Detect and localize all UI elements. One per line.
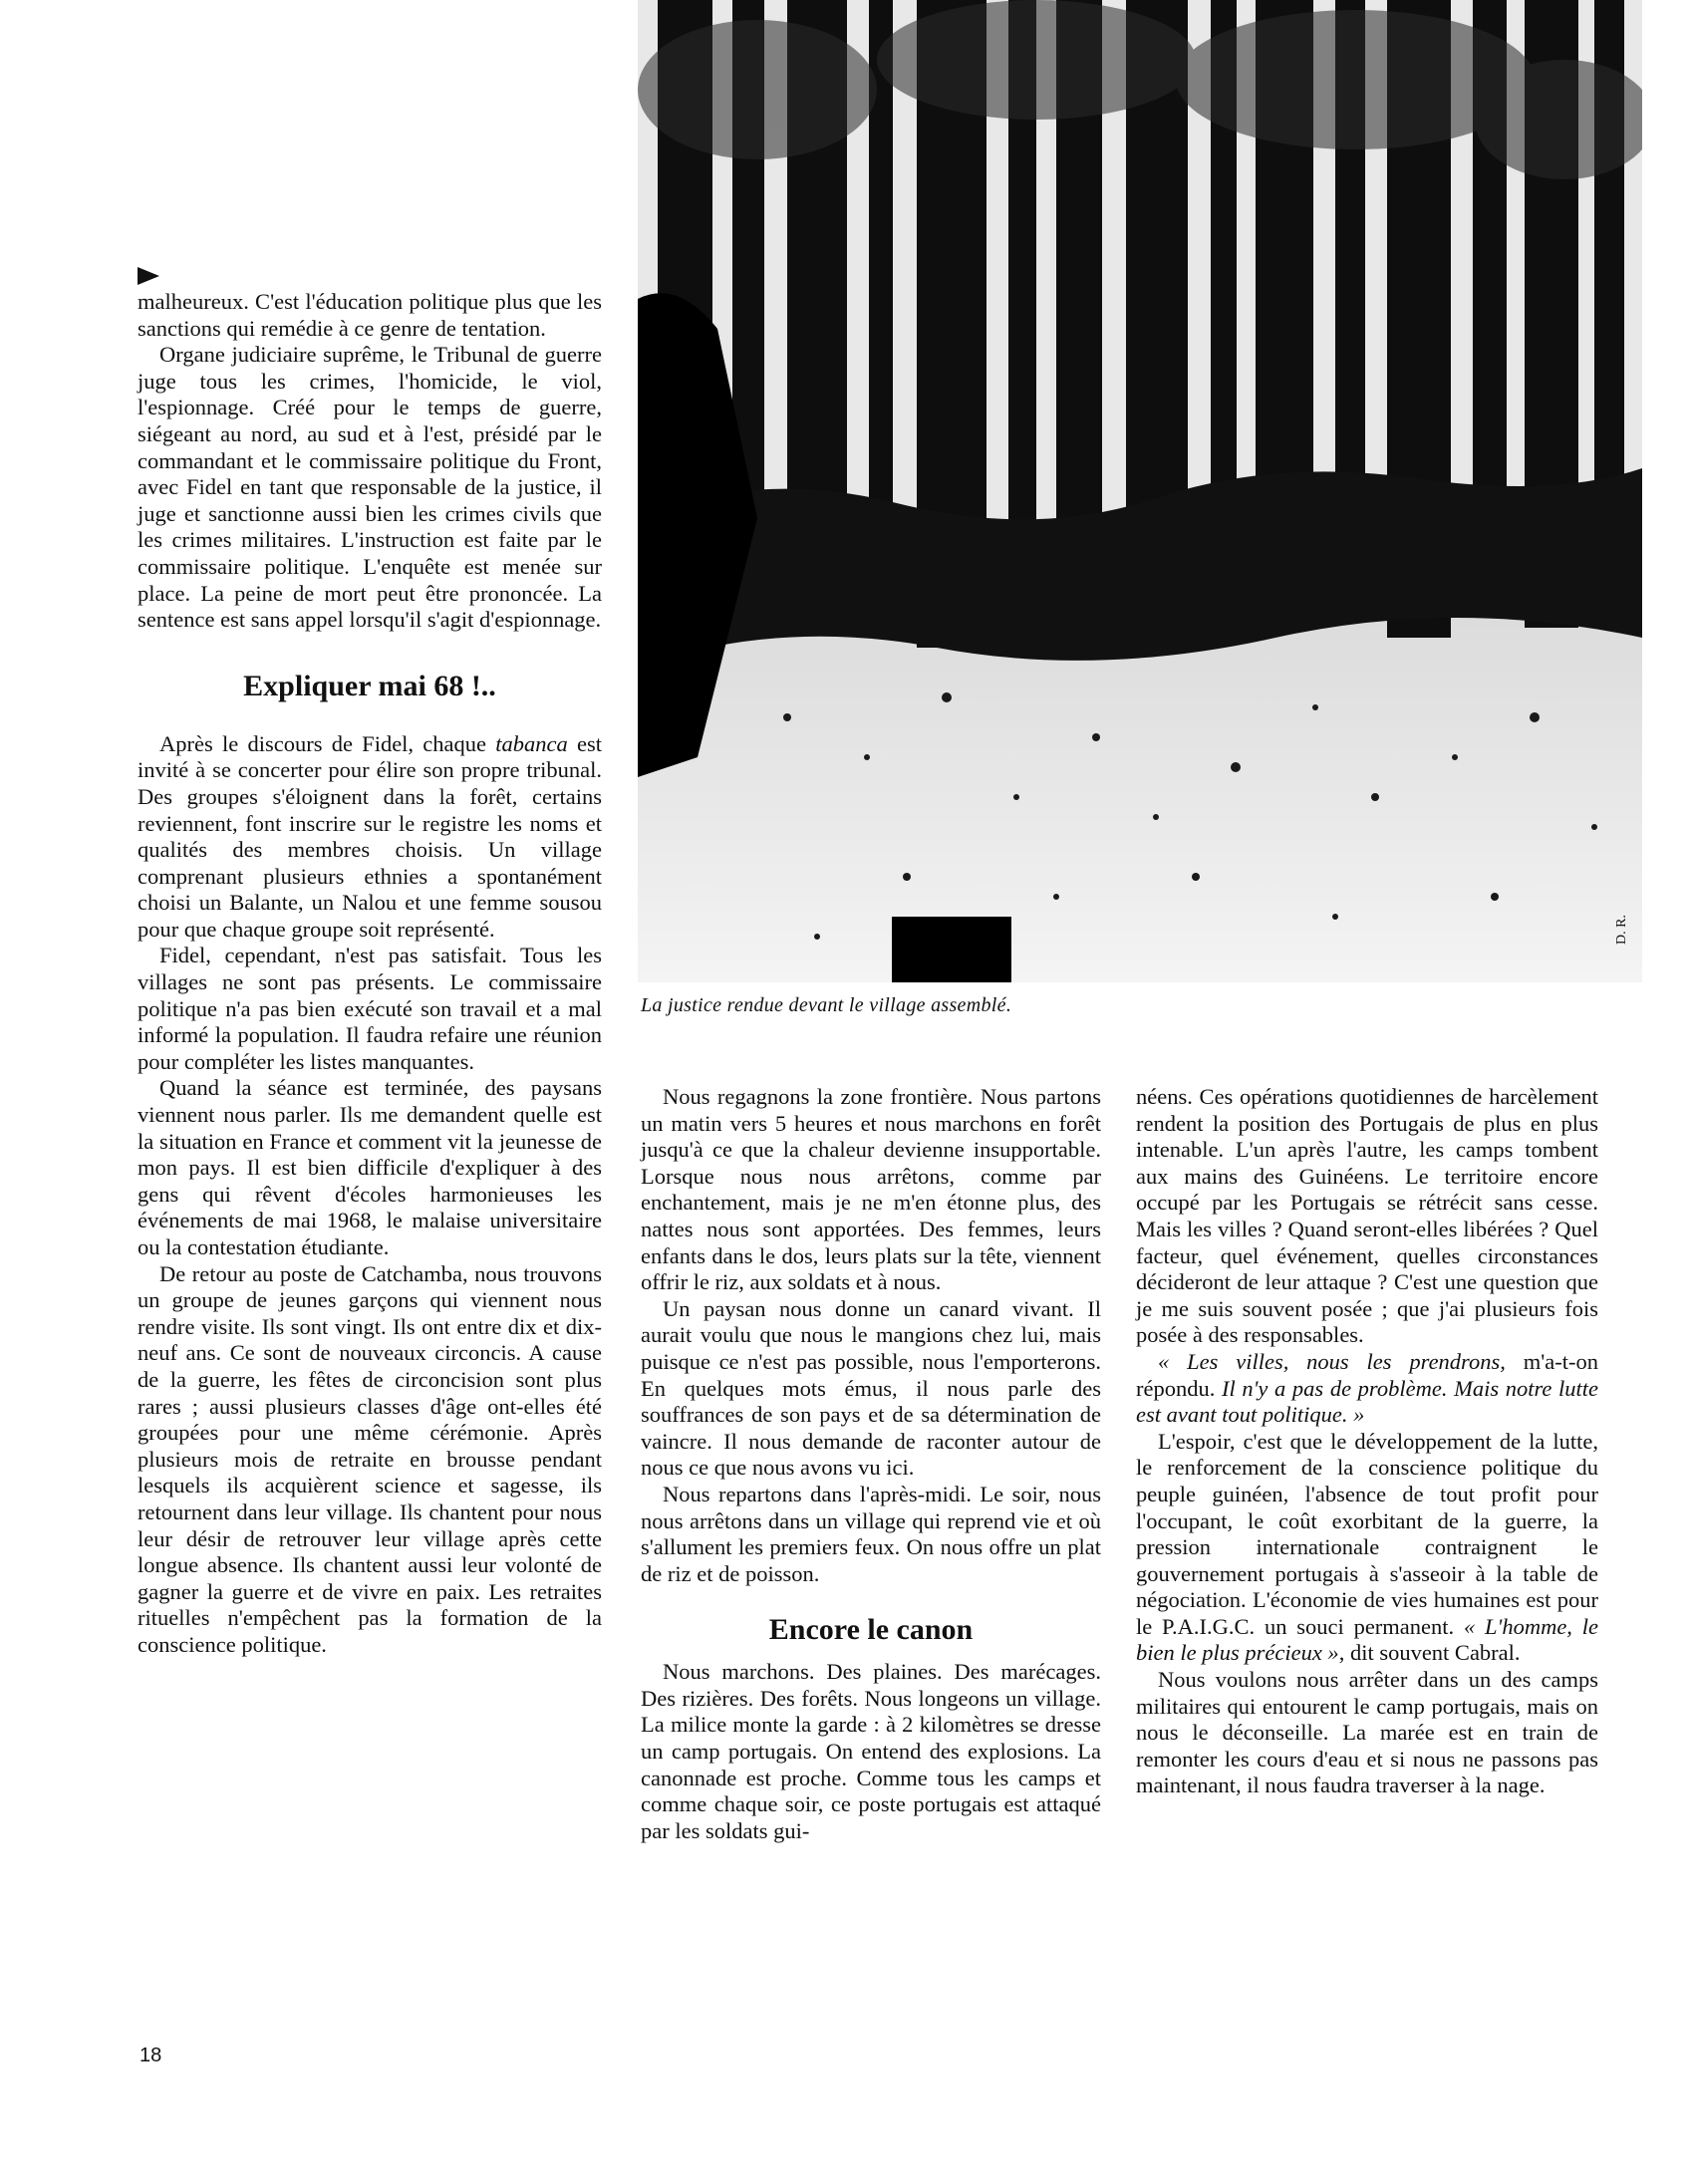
paragraph: Un paysan nous donne un canard vivant. Il aurait voulu que nous le mangions chez lui, mais puisque ce n'est pas possible, nous l'emporterons. En quelques mots émus, il nous parle des souffrances de son pays et de sa détermination de vaincre. Il nous demande de raconter autour de nous ce que nous avons vu ici. <box>641 1295 1101 1481</box>
paragraph: Fidel, cependant, n'est pas satisfait. Tous les villages ne sont pas présents. Le commissaire politique n'a pas bien exécuté son travail et a mal informé la population. Il faudra refaire une réunion pour compléter les listes manquantes. <box>138 943 602 1074</box>
section-heading: Expliquer mai 68 !.. <box>243 669 496 702</box>
paragraph: malheureux. C'est l'éducation politique plus que les sanctions qui remédie à ce genre de tentation. <box>138 289 602 341</box>
paragraph: Nous marchons. Des plaines. Des marécages. Des rizières. Des forêts. Nous longeons un village. La milice monte la garde : à 2 kilomètres se dresse un camp portugais. On entend des explosions. La canonnade est proche. Comme tous les camps et comme chaque soir, ce poste portugais est attaqué par les soldats gui- <box>641 1659 1101 1843</box>
photo-caption: La justice rendue devant le village assemblé. <box>641 994 1012 1016</box>
page-number: 18 <box>140 2045 162 2066</box>
column-2 <box>641 1084 1101 1844</box>
paragraph: Quand la séance est terminée, des paysans viennent nous parler. Ils me demandent quelle est la situation en France et comment vit la jeunesse de mon pays. Il est bien difficile d'expliquer à des gens qui rêvent d'écoles harmonieuses les événements de mai 1968, le malaise universitaire ou la contestation étudiante. <box>138 1075 602 1259</box>
paragraph: Nous voulons nous arrêter dans un des camps militaires qui entourent le camp portugais, mais on nous le déconseille. La marée est en train de remonter les cours d'eau et si nous ne passons pas maintenant, il nous faudra traverser à la nage. <box>1136 1667 1598 1798</box>
paragraph: Organe judiciaire suprême, le Tribunal de guerre juge tous les crimes, l'homicide, le viol, l'espionnage. Créé pour le temps de guerre, siégeant au nord, au sud et à l'est, présidé par le commandant et le commissaire politique du Front, avec Fidel en tant que responsable de la justice, il juge et sanctionne aussi bien les crimes civils que les crimes militaires. L'instruction est faite par le commissaire politique. L'enquête est menée sur place. La peine de mort peut être prononcée. La sentence est sans appel lorsqu'il s'agit d'espionnage. <box>138 342 602 633</box>
continuation-arrow-icon <box>138 267 159 285</box>
paragraph: L'espoir, c'est que le développement de la lutte, le renforcement de la conscience politique du peuple guinéen, l'absence de tout profit pour l'occupant, le coût exorbitant de la guerre, la pression internationale contraignent le gouvernement portugais à s'asseoir à la table de négociation. L'économie de vies humaines est pour le P.A.I.G.C. un souci permanent. « L'homme, le bien le plus précieux », dit souvent Cabral. <box>1136 1428 1598 1666</box>
quote-paragraph: « Les villes, nous les prendrons, m'a-t-on répondu. Il n'y a pas de problème. Mais notre lutte est avant tout politique. » <box>1136 1348 1598 1428</box>
paragraph: De retour au poste de Catchamba, nous trouvons un groupe de jeunes garçons qui viennent nous rendre visite. Ils sont vingt. Ils ont entre dix et dix-neuf ans. Ce sont de nouveaux circoncis. A cause de la guerre, les fêtes de circoncision sont plus rares ; aussi plusieurs classes d'âge ont-elles été groupées pour une même cérémonie. Après plusieurs mois de retraite en brousse pendant lesquels ils acquièrent science et sagesse, ils retournent dans leur village. Ils chantent pour nous leur désir de retrouver leur village après cette longue absence. Ils chantent aussi leur volonté de gagner la guerre et de vivre en paix. Les retraites rituelles n'empêchent pas la formation de la conscience politique. <box>138 1260 602 1657</box>
photo-credit: D. R. <box>1614 915 1629 945</box>
paragraph: Après le discours de Fidel, chaque tabanca est invité à se concerter pour élire son propre tribunal. Des groupes s'éloignent dans la forêt, certains reviennent, font inscrire sur le registre les noms et qualités des membres choisis. Un village comprenant plusieurs ethnies a spontanément choisi un Balante, un Nalou et une femme sousou pour que chaque groupe soit représenté. <box>138 730 602 942</box>
paragraph: Nous regagnons la zone frontière. Nous partons un matin vers 5 heures et nous marchons en forêt jusqu'à ce que la chaleur devienne insupportable. Lorsque nous nous arrêtons, comme par enchantement, mais je ne m'en étonne plus, des nattes nous sont apportées. Des femmes, leurs enfants dans le dos, leurs plats sur la tête, viennent offrir le riz, aux soldats et à nous. <box>641 1084 1101 1295</box>
section-heading: Encore le canon <box>768 1613 974 1647</box>
column-3 <box>1136 1084 1598 1799</box>
paragraph: Nous repartons dans l'après-midi. Le soir, nous nous arrêtons dans un village qui reprend vie et où s'allument les premiers feux. On nous offre un plat de riz et de poisson. <box>641 1481 1101 1586</box>
column-1 <box>138 289 602 1659</box>
forest-tribunal-photo <box>638 0 1642 982</box>
paragraph: néens. Ces opérations quotidiennes de harcèlement rendent la position des Portugais de plus en plus intenable. L'un après l'autre, les camps tombent aux mains des Guinéens. Le territoire encore occupé par les Portugais se rétrécit sans cesse. Mais les villes ? Quand seront-elles libérées ? Quel facteur, quel événement, quelles circonstances décideront de leur attaque ? C'est une question que je me suis souvent posée ; que j'ai plusieurs fois posée à des responsables. <box>1136 1084 1598 1348</box>
